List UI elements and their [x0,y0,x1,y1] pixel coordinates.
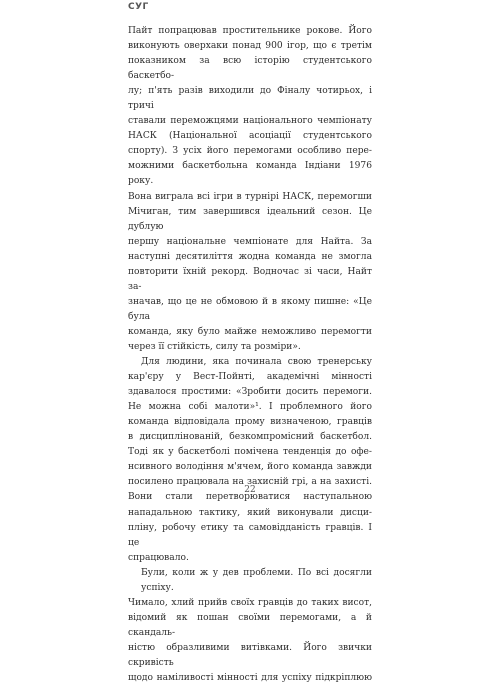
text-line: НАСК (Національної асоціації студентського [128,131,372,142]
text-line: Були, коли ж у дев проблеми. По всі досягли успіху. [141,567,372,593]
page-number: 22 [244,485,256,495]
running-header: СУГ [128,2,149,12]
text-line: пліну, робочу етику та самовідданість гравців. І це [128,522,372,548]
text-line: команда відповідала прому визначеною, гравців [128,417,372,428]
paragraph-3 [128,566,372,686]
text-line: ністю образливими витівками. Його звички скривість [128,642,372,668]
text-line: нападальною тактику, який виконували дисци- [128,507,372,518]
text-line: кар'єру у Вест-Пойнті, академічні мінності [128,372,372,383]
body-text [128,24,372,686]
text-line: нсивного володіння м'ячем, його команда завжди [128,462,372,473]
text-line: здавалося простими: «Зробити досить перемоги. [128,387,372,398]
text-line: Чимало, хлий прийв своїх гравців до таких висот, [128,597,372,608]
text-line: можними баскетбольна команда Індіани 1976 року. [128,161,372,187]
text-line: виконують оверхаки понад 900 ігор, що є третім [128,41,372,52]
text-line: Вона виграла всі ігри в турнірі НАСК, перемогши [128,191,372,202]
text-line: Вони стали перетворюватися наступальною [128,492,372,503]
text-line: Мічиган, тим завершився ідеальний сезон. Це дублую [128,206,372,232]
text-line: Не можна собі малоти»¹. І проблемного його [128,402,372,413]
text-line: Тоді як у баскетболі помічена тенденція до офе- [128,447,372,458]
text-line: команда, яку було майже неможливо перемогти [128,326,372,337]
text-line: Для людини, яка починала свою тренерську [141,357,372,368]
text-line: повторити їхній рекорд. Водночас зі часи, Найт за- [128,266,372,292]
text-line: в дисциплінованій, безкомпромісний баскетбол. [128,432,372,443]
text-line: Пайт попрацював простительнике рокове. Його [128,26,372,36]
paragraph-2 [128,355,372,566]
text-line: наступні десятиліття жодна команда не змогла [128,251,372,262]
text-line: через її стійкість, силу та розміри». [128,341,301,352]
paragraph-1 [128,24,372,355]
text-line: спорту). З усіх його перемогами особливо пере- [128,146,372,157]
text-line: щодо наміливості мінності для успіху підкріплюю [128,673,372,684]
text-line: спрацювало. [128,552,189,563]
text-line: лу; п'ять разів виходили до Фіналу чотирьох, і тричі [128,86,372,112]
text-line: ставали переможцями національного чемпіонату [128,116,372,127]
text-line: показником за всю історію студентського баскетбо- [128,56,372,82]
text-line: відомий як пошан своїми перемогами, а й скандаль- [128,612,372,638]
text-line: першу національне чемпіонате для Найта. За [128,236,372,247]
text-line: посилено працювала на захисній грі, а на захисті. [128,477,372,488]
text-line: значав, що це не обмовою й в якому пишне: «Це була [128,296,372,322]
